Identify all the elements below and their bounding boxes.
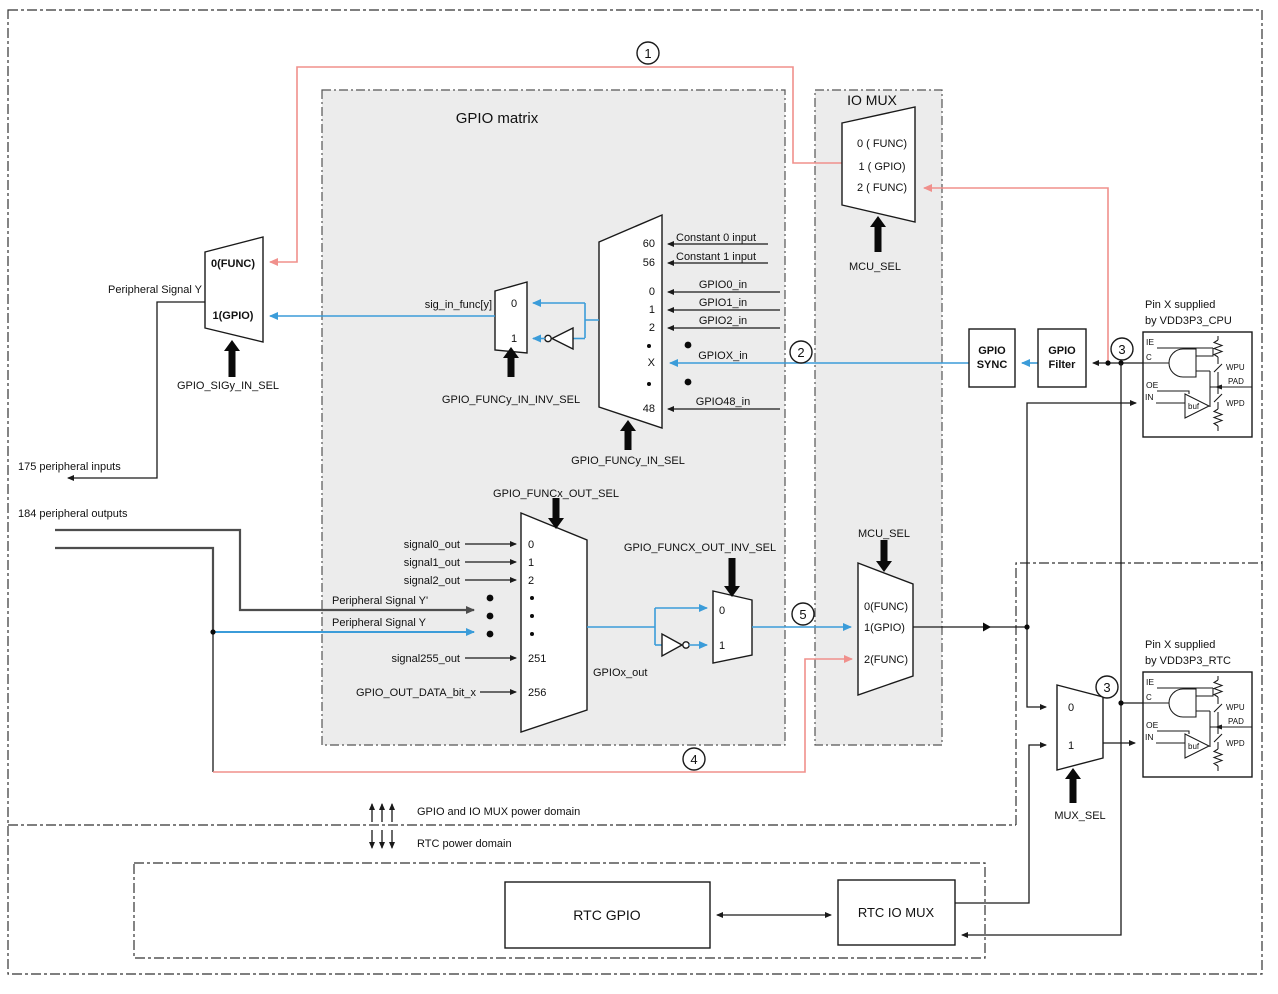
orow-2: 2 bbox=[528, 575, 535, 587]
to-cpu-pin-in-wire bbox=[1027, 403, 1136, 627]
rtc-pin-mux bbox=[1054, 685, 1135, 822]
funcx-out-inv-sel-label: GPIO_FUNCX_OUT_INV_SEL bbox=[623, 542, 777, 554]
orow-1: 1 bbox=[528, 557, 535, 569]
io-mux-in-row0: 0 ( FUNC) bbox=[856, 138, 908, 150]
rtc-mux-row1: 1 bbox=[1067, 740, 1075, 752]
pin-cell-cpu bbox=[1143, 299, 1252, 437]
row-56: 56 bbox=[642, 257, 655, 269]
io-mux-out-row1: 1(GPIO) bbox=[864, 622, 905, 634]
pin-rtc-title1: Pin X supplied bbox=[1145, 639, 1216, 651]
pin-cpu-title1: Pin X supplied bbox=[1145, 299, 1216, 311]
row-48: 48 bbox=[642, 403, 655, 415]
signal255-label: signal255_out bbox=[391, 653, 460, 665]
not-gate-bubble bbox=[683, 642, 689, 648]
funcx-out-sel-label: GPIO_FUNCx_OUT_SEL bbox=[493, 488, 619, 500]
buf-label: buf bbox=[1188, 402, 1200, 411]
pin-cpu-title2: by VDD3P3_CPU bbox=[1145, 315, 1232, 327]
rtc-iomux-to-mux-wire bbox=[955, 745, 1046, 903]
pin-rtc-title2: by VDD3P3_RTC bbox=[1145, 655, 1231, 667]
callout-3-rtc bbox=[1096, 676, 1118, 698]
oe-label: OE bbox=[1146, 720, 1159, 730]
funcy-in-inv-sel-label: GPIO_FUNCy_IN_INV_SEL bbox=[441, 394, 581, 406]
callout-number: 4 bbox=[690, 752, 698, 767]
gpiox-out-label: GPIOx_out bbox=[593, 667, 648, 679]
constant1-label: Constant 1 input bbox=[676, 251, 757, 263]
constant0-label: Constant 0 input bbox=[676, 232, 757, 244]
orow-256: 256 bbox=[528, 687, 547, 699]
gpio-sync-line2: SYNC bbox=[976, 359, 1008, 371]
out-inv-row1: 1 bbox=[718, 640, 726, 652]
in-label: IN bbox=[1145, 732, 1154, 742]
signal1-label: signal1_out bbox=[403, 557, 460, 569]
funcy-in-sel-label: GPIO_FUNCy_IN_SEL bbox=[571, 455, 685, 467]
wpu-label: WPU bbox=[1226, 363, 1245, 372]
mid-arrowhead bbox=[983, 623, 991, 632]
junction-dot bbox=[210, 629, 215, 634]
peripheral-mux-row0: 0(FUNC) bbox=[211, 258, 255, 270]
ellipsis-dot bbox=[647, 344, 651, 348]
sig-mux-row1: 1 bbox=[510, 333, 518, 345]
power-domain-top-label: GPIO and IO MUX power domain bbox=[417, 806, 581, 818]
gpio-filter-box bbox=[1038, 329, 1086, 387]
rtc-mux-shape bbox=[1057, 685, 1103, 770]
buf-label: buf bbox=[1188, 742, 1200, 751]
row-1: 1 bbox=[648, 304, 655, 316]
peripheral-outputs-count: 184 peripheral outputs bbox=[18, 508, 128, 520]
ie-label: IE bbox=[1146, 337, 1155, 347]
oe-label: OE bbox=[1146, 380, 1159, 390]
junction-dot bbox=[1024, 624, 1029, 629]
pad-to-rtc-iomux-wire bbox=[962, 363, 1121, 935]
callout-1 bbox=[637, 42, 659, 64]
signal0-label: signal0_out bbox=[403, 539, 460, 551]
gpio-matrix-title: GPIO matrix bbox=[455, 110, 539, 127]
mcu-sel-label: MCU_SEL bbox=[849, 261, 901, 273]
peripheral-signal-y-wire bbox=[55, 548, 213, 632]
wpu-label: WPU bbox=[1226, 703, 1245, 712]
pad-label: PAD bbox=[1228, 717, 1244, 726]
mcu-sel-out-label: MCU_SEL bbox=[858, 528, 910, 540]
orow-0: 0 bbox=[528, 539, 535, 551]
gpio48-in-label: GPIO48_in bbox=[695, 396, 751, 408]
callout-number: 5 bbox=[799, 607, 807, 622]
ellipsis-dot bbox=[530, 632, 534, 636]
gpio-sync-box bbox=[969, 329, 1015, 387]
in-label: IN bbox=[1145, 392, 1154, 402]
peripheral-y2-label: Peripheral Signal Y' bbox=[332, 595, 429, 607]
pin-cell-rtc bbox=[1143, 639, 1252, 777]
ellipsis-dot bbox=[487, 613, 494, 620]
gpio-filter-line2: Filter bbox=[1048, 359, 1076, 371]
gpio-filter-line1: GPIO bbox=[1048, 345, 1076, 357]
row-60: 60 bbox=[642, 238, 655, 250]
ellipsis-dot bbox=[685, 342, 692, 349]
peripheral-inputs-count: 175 peripheral inputs bbox=[18, 461, 121, 473]
out-data-label: GPIO_OUT_DATA_bit_x bbox=[355, 687, 476, 699]
sigy-in-sel-arrow bbox=[224, 340, 240, 377]
callout-number: 2 bbox=[797, 345, 805, 360]
ellipsis-dot bbox=[530, 614, 534, 618]
junction-dot bbox=[1105, 360, 1110, 365]
row-2: 2 bbox=[648, 322, 655, 334]
rtc-mux-row0: 0 bbox=[1067, 702, 1075, 714]
io-mux-in-row2: 2 ( FUNC) bbox=[856, 182, 908, 194]
peripheral-signal-y-label: Peripheral Signal Y bbox=[108, 284, 202, 296]
wpd-label: WPD bbox=[1226, 739, 1245, 748]
ellipsis-dot bbox=[530, 596, 534, 600]
peripheral-y-label: Peripheral Signal Y bbox=[332, 617, 426, 629]
pad-input-routing bbox=[962, 363, 1143, 935]
callout-number: 3 bbox=[1103, 680, 1111, 695]
power-domain-bottom-label: RTC power domain bbox=[417, 838, 512, 850]
junction-dot bbox=[1118, 700, 1123, 705]
wpd-label: WPD bbox=[1226, 399, 1245, 408]
signal2-label: signal2_out bbox=[403, 575, 460, 587]
sig-mux-row0: 0 bbox=[510, 298, 518, 310]
sig-in-func-label: sig_in_func[y] bbox=[424, 299, 492, 311]
ellipsis-dot bbox=[685, 379, 692, 386]
peripheral-mux-row1: 1(GPIO) bbox=[212, 310, 254, 322]
peripheral-input-mux bbox=[18, 237, 279, 478]
mux-sel-arrow bbox=[1065, 768, 1081, 803]
callout-number: 1 bbox=[644, 46, 652, 61]
to-rtc-mux-wire bbox=[1027, 627, 1046, 707]
out-inv-mux-shape bbox=[713, 591, 752, 663]
gpio-sync-line1: GPIO bbox=[978, 345, 1006, 357]
peripheral-input-mux-shape bbox=[205, 237, 263, 342]
out-inv-row0: 0 bbox=[718, 605, 726, 617]
rtc-iomux-label: RTC IO MUX bbox=[857, 905, 935, 920]
c-label: C bbox=[1146, 693, 1152, 702]
callout-5 bbox=[792, 603, 814, 625]
callout-number: 3 bbox=[1118, 342, 1126, 357]
gpiox-in-label: GPIOX_in bbox=[698, 350, 748, 362]
gpio1-in-label: GPIO1_in bbox=[698, 297, 748, 309]
rtc-gpio-label: RTC GPIO bbox=[573, 907, 641, 923]
ellipsis-dot bbox=[487, 631, 494, 638]
io-mux-out-row0: 0(FUNC) bbox=[864, 601, 908, 613]
io-mux-in-row1: 1 ( GPIO) bbox=[858, 161, 906, 173]
callout-4 bbox=[683, 748, 705, 770]
ie-label: IE bbox=[1146, 677, 1155, 687]
row-0: 0 bbox=[648, 286, 655, 298]
pad-label: PAD bbox=[1228, 377, 1244, 386]
callout-3-cpu bbox=[1111, 338, 1133, 360]
c-label: C bbox=[1146, 353, 1152, 362]
io-mux-title: IO MUX bbox=[847, 92, 897, 108]
rtc-power-area bbox=[134, 745, 1046, 958]
ellipsis-dot bbox=[647, 382, 651, 386]
gpio0-in-label: GPIO0_in bbox=[698, 279, 748, 291]
not-gate-bubble bbox=[545, 335, 551, 341]
orow-251: 251 bbox=[528, 653, 547, 665]
row-x: X bbox=[647, 357, 655, 369]
io-mux-out-row2: 2(FUNC) bbox=[864, 654, 908, 666]
sigy-in-sel-label: GPIO_SIGy_IN_SEL bbox=[176, 380, 280, 392]
mux-sel-label: MUX_SEL bbox=[1054, 810, 1106, 822]
gpio2-in-label: GPIO2_in bbox=[698, 315, 748, 327]
callout-2 bbox=[790, 341, 812, 363]
ellipsis-dot bbox=[487, 595, 494, 602]
